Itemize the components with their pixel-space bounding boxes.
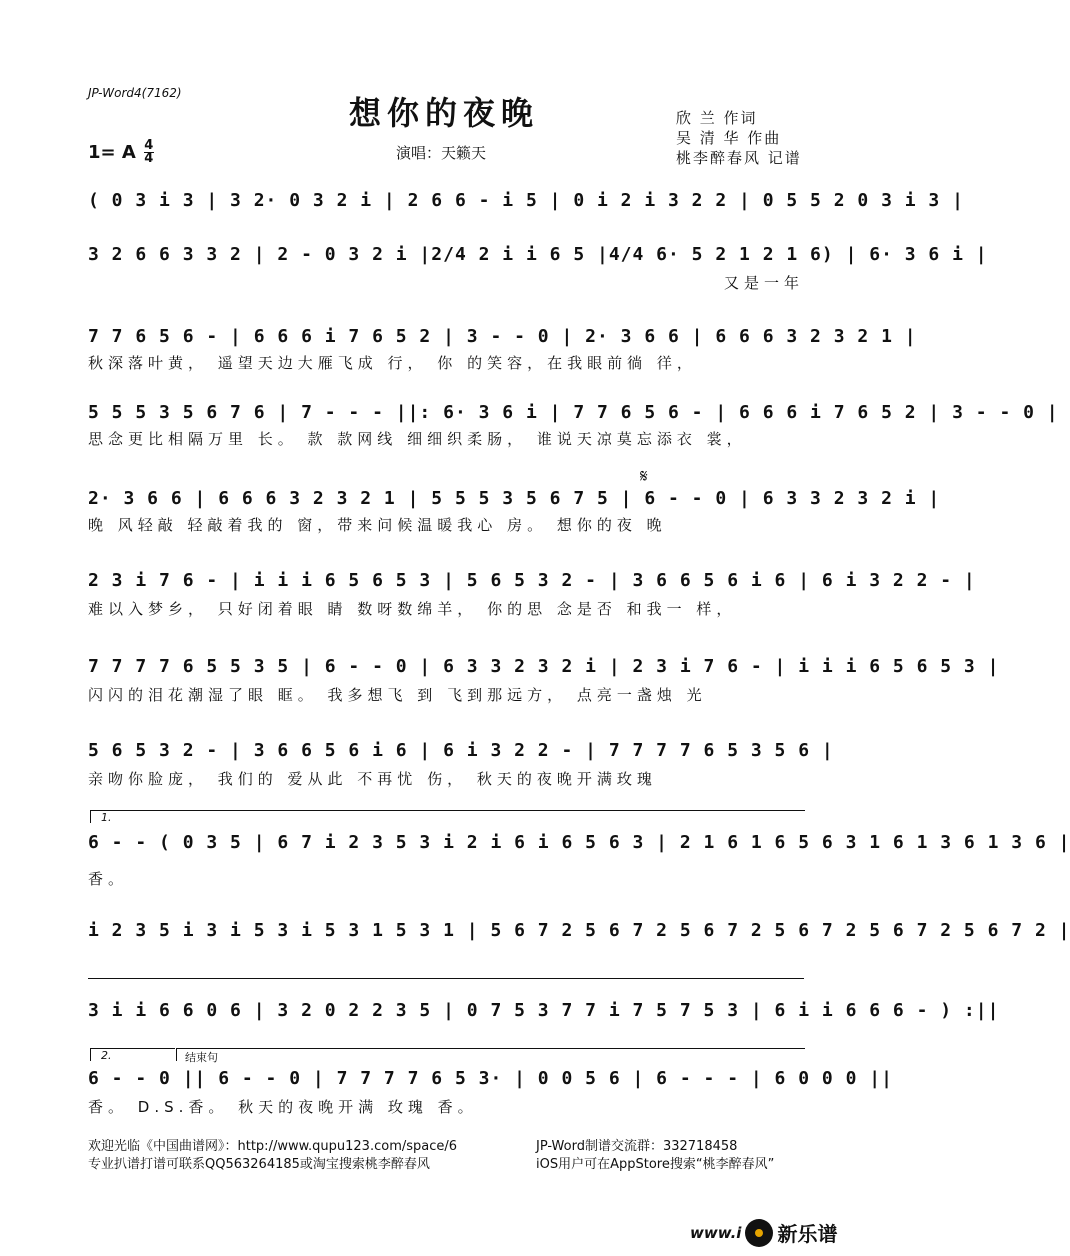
- composer: 吴 清 华 作曲: [676, 129, 782, 147]
- notation-line-8: 5 6 5 3 2 - | 3 6 6 5 6 i 6 | 6 i 3 2 2 - | 7 7 7 7 6 5 3 5 6 |: [88, 739, 834, 761]
- notation-line-9: 6 - - ( 0 3 5 | 6 7 i 2 3 5 3 i 2 i 6 i 6 5 6 3 | 2 1 6 1 6 5 6 3 1 6 1 3 6 1 3 6 |: [88, 831, 1070, 853]
- notation-line-10: i 2 3 5 i 3 i 5 3 i 5 3 1 5 3 1 | 5 6 7 2 5 6 7 2 5 6 7 2 5 6 7 2 5 6 7 2 5 6 7 2 |: [88, 919, 1070, 941]
- notation-line-4: 5 5 5 3 5 6 7 6 | 7 - - - ||: 6· 3 6 i | 7 7 6 5 6 - | 6 6 6 i 7 6 5 2 | 3 - - 0 |: [88, 401, 1059, 423]
- lyric-line-2: 又是一年: [723, 274, 804, 292]
- volta-1-label: 1.: [101, 811, 112, 824]
- transcriber: 桃李醉春风 记谱: [676, 149, 802, 167]
- footer-group: JP-Word制谱交流群：332718458: [536, 1139, 738, 1154]
- record-icon: [745, 1219, 773, 1247]
- ending-bracket: [176, 1048, 805, 1064]
- notation-line-1: ( 0 3 i 3 | 3 2· 0 3 2 i | 2 6 6 - i 5 | 0 i 2 i 3 2 2 | 0 5 5 2 0 3 i 3 |: [88, 189, 964, 211]
- lyric-line-8: 亲吻你脸庞， 我们的 爱从此 不再忧 伤， 秋天的夜晚开满玫瑰: [88, 770, 657, 788]
- lyric-line-5: 晚 风轻敲 轻敲着我的 窗，带来问候温暖我心 房。 想你的夜 晚: [88, 516, 667, 534]
- lyric-line-9: 香。: [88, 870, 129, 888]
- footer-website: 欢迎光临《中国曲谱网》：http://www.qupu123.com/space/6: [88, 1139, 458, 1154]
- notation-line-11: 3 i i 6 6 0 6 | 3 2 0 2 2 3 5 | 0 7 5 3 7 7 i 7 5 7 5 3 | 6 i i 6 6 6 - ) :||: [88, 999, 1000, 1021]
- notation-line-3: 7 7 6 5 6 - | 6 6 6 i 7 6 5 2 | 3 - - 0 | 2· 3 6 6 | 6 6 6 3 2 3 2 1 |: [88, 325, 917, 347]
- lyric-line-7: 闪闪的泪花潮湿了眼 眶。 我多想飞 到 飞到那远方， 点亮一盏烛 光: [88, 686, 707, 704]
- notation-line-12: 6 - - 0 || 6 - - 0 | 7 7 7 7 6 5 3· | 0 0 5 6 | 6 - - - | 6 0 0 0 ||: [88, 1067, 893, 1089]
- lyric-line-12: 香。 D.S.香。 秋天的夜晚开满 玫瑰 香。: [88, 1098, 478, 1116]
- ending-label: 结束句: [185, 1051, 218, 1064]
- logo-www: www.i: [690, 1223, 742, 1242]
- time-signature: [144, 140, 154, 165]
- footer-ios: iOS用户可在AppStore搜索“桃李醉春风”: [536, 1157, 775, 1172]
- time-top: 4: [144, 138, 154, 153]
- volta-2-bracket: [90, 1048, 175, 1061]
- footer-contact: 专业扒谱打谱可联系QQ563264185或淘宝搜索桃李醉春风: [88, 1157, 430, 1172]
- time-bottom: 4: [144, 151, 154, 166]
- lyric-line-3: 秋深落叶黄， 遥望天边大雁飞成 行， 你 的笑容，在我眼前徜 徉，: [88, 354, 697, 372]
- volta-1-continuation: [88, 978, 804, 979]
- logo-name: 新乐谱: [777, 1222, 838, 1246]
- singer: 演唱：天籁天: [396, 144, 487, 162]
- volta-1-bracket: [90, 810, 805, 823]
- lyric-line-4: 思念更比相隔万里 长。 款 款网线 细细织柔肠， 谁说天凉莫忘添衣 裳，: [88, 430, 747, 448]
- site-logo: [690, 1218, 837, 1247]
- key-signature: [88, 140, 154, 165]
- lyricist: 欣 兰 作词: [676, 109, 758, 127]
- volta-2-label: 2.: [101, 1049, 112, 1062]
- song-title: 想你的夜晚: [348, 94, 539, 132]
- footer-right: [536, 1138, 774, 1174]
- software-version: JP-Word4(7162): [88, 86, 182, 100]
- notation-line-5: 2· 3 6 6 | 6 6 6 3 2 3 2 1 | 5 5 5 3 5 6 7 5 | 6 - - 0 | 6 3 3 2 3 2 i |: [88, 487, 941, 509]
- notation-line-6: 2 3 i 7 6 - | i i i 6 5 6 5 3 | 5 6 5 3 2 - | 3 6 6 5 6 i 6 | 6 i 3 2 2 - |: [88, 569, 976, 591]
- segno-mark: 𝄋: [640, 466, 648, 487]
- notation-line-7: 7 7 7 7 6 5 5 3 5 | 6 - - 0 | 6 3 3 2 3 2 i | 2 3 i 7 6 - | i i i 6 5 6 5 3 |: [88, 655, 1000, 677]
- notation-line-2: 3 2 6 6 3 3 2 | 2 - 0 3 2 i |2/4 2 i i 6 5 |4/4 6· 5 2 1 2 1 6) | 6· 3 6 i |: [88, 243, 988, 265]
- footer-left: [88, 1138, 457, 1174]
- credits: [676, 108, 802, 168]
- lyric-line-6: 难以入梦乡， 只好闭着眼 睛 数呀数绵羊， 你的思 念是否 和我一 样，: [88, 600, 737, 618]
- key-label: 1= A: [88, 142, 136, 163]
